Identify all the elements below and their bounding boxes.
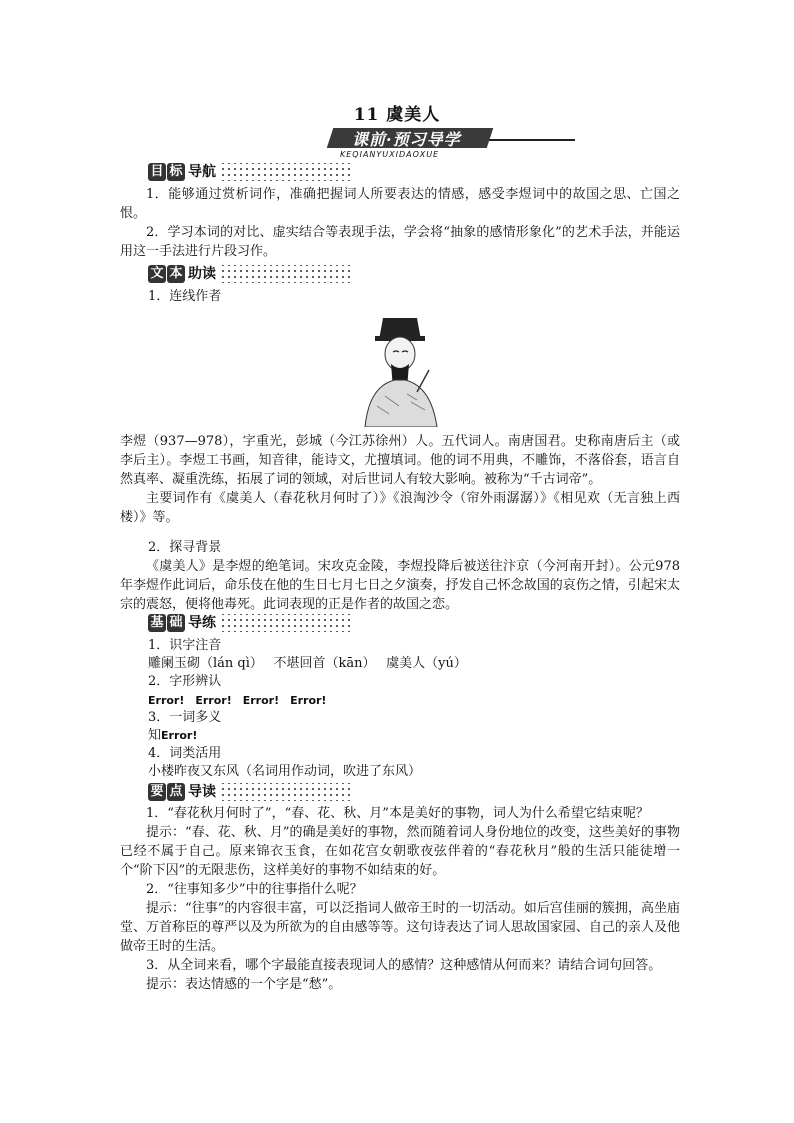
goal-item: 2．学习本词的对比、虚实结合等表现手法，学会将“抽象的感情形象化”的艺术手法，并能运用这一手法进行片段习作。 [120,225,680,259]
usage-line: 小楼昨夜又东风（名词用作动词，吹进了东风） [148,764,422,779]
heading-box-char: 点 [167,783,185,801]
practice-q4: 4．词类活用 [148,746,222,761]
reading-item-2: 2．探寻背景 [148,540,222,555]
heading-text: 导航 [188,164,216,180]
keypoint-question: 1．“春花秋月何时了”，“春、花、秋、月”本是美好的事物，词人为什么希望它结束呢？ [146,806,649,821]
keypoint-question: 3．从全词来看，哪个字最能直接表现词人的感情？这种感情从何而来？请结合词句回答。 [146,958,662,973]
zhi-error: Error! [161,729,198,742]
section-banner [330,128,575,159]
zhi-line [148,727,197,745]
heading-dots [220,163,350,181]
section-heading-keypoints [148,783,350,801]
keypoint-question: 2．“往事知多少”中的往事指什么呢？ [146,882,363,897]
keypoint-answer: 提示：“往事”的内容很丰富，可以泛指词人做帝王时的一切活动。如后宫佳丽的簇拥，高坐庙堂、万首称臣的尊严以及为所欲为的自由感等等。这句诗表达了词人思故国家园、自己的亲人及他做帝王时的生活。 [120,901,680,954]
bio-paragraph: 李煜（937—978），字重光，彭城（今江苏徐州）人。五代词人。南唐国君。史称南唐后主（或李后主）。李煜工书画，知音律，能诗文，尤擅填词。他的词不用典，不雕饰，不落俗套，语言自然真率、凝重洗练，拓展了词的领域，对后世词人有较大影响。被称为“千古词帝”。 [120,434,680,487]
heading-dots [220,614,350,632]
keypoints-text [120,804,680,994]
author-bio [120,432,680,527]
section-heading-practice [148,614,350,632]
heading-text: 助读 [188,266,216,282]
zhi-prefix: 知 [148,728,162,743]
practice-q2: 2．字形辨认 [148,674,222,689]
heading-box-char: 目 [148,163,166,181]
keypoint-answer: 提示：表达情感的一个字是“愁”。 [146,977,342,992]
heading-text: 导读 [188,784,216,800]
background-paragraph: 《虞美人》是李煜的绝笔词。宋攻克金陵，李煜投降后被送往汴京（今河南开封）。公元978年李煜作此词后，命乐伎在他的生日七月七日之夕演奏，抒发自己怀念故国的哀伤之情，引起宋太宗的震怒，便将他毒死。此词表现的正是作者的故国之恋。 [120,559,680,612]
heading-box-char: 文 [148,265,166,283]
keypoint-answer: 提示：“春、花、秋、月”的确是美好的事物，然而随着词人身份地位的改变，这些美好的事物已经不属于自己。原来锦衣玉食，在如花宫女朝歌夜弦伴着的“春花秋月”般的生活只能徒增一个“阶下囚”的无限悲伤，这样美好的事物不如结束的好。 [120,825,680,878]
section-heading-goals [148,163,350,181]
heading-box-char: 本 [167,265,185,283]
banner-subtitle: KEQIANYUXIDAOXUE [340,150,440,159]
heading-box-char: 基 [148,614,166,632]
practice-q1: 1．识字注音 [148,638,222,653]
heading-text: 导练 [188,615,216,631]
page-title: 11 虞美人 [353,105,441,125]
heading-dots [220,783,350,801]
banner-title: 课前·预习导学 [352,130,461,149]
section-heading-reading [148,265,350,283]
practice-q3: 3．一词多义 [148,710,222,725]
heading-dots [220,265,350,283]
background-text [120,557,680,614]
goal-item: 1．能够通过赏析词作，准确把握词人所要表达的情感，感受李煜词中的故国之思、亡国之恨。 [120,187,680,221]
reading-item-1: 1．连线作者 [148,289,222,304]
heading-box-char: 要 [148,783,166,801]
heading-box-char: 标 [167,163,185,181]
glyph-errors: Error! Error! Error! Error! [148,694,327,707]
pinyin-line: 雕阑玉砌（lán qì） 不堪回首（kān） 虞美人（yú） [148,656,467,671]
goals-text [120,185,680,261]
heading-box-char: 础 [167,614,185,632]
author-portrait-image [355,310,445,427]
works-paragraph: 主要词作有《虞美人（春花秋月何时了）》《浪淘沙令（帘外雨潺潺）》《相见欢（无言独上西楼）》等。 [120,491,680,525]
